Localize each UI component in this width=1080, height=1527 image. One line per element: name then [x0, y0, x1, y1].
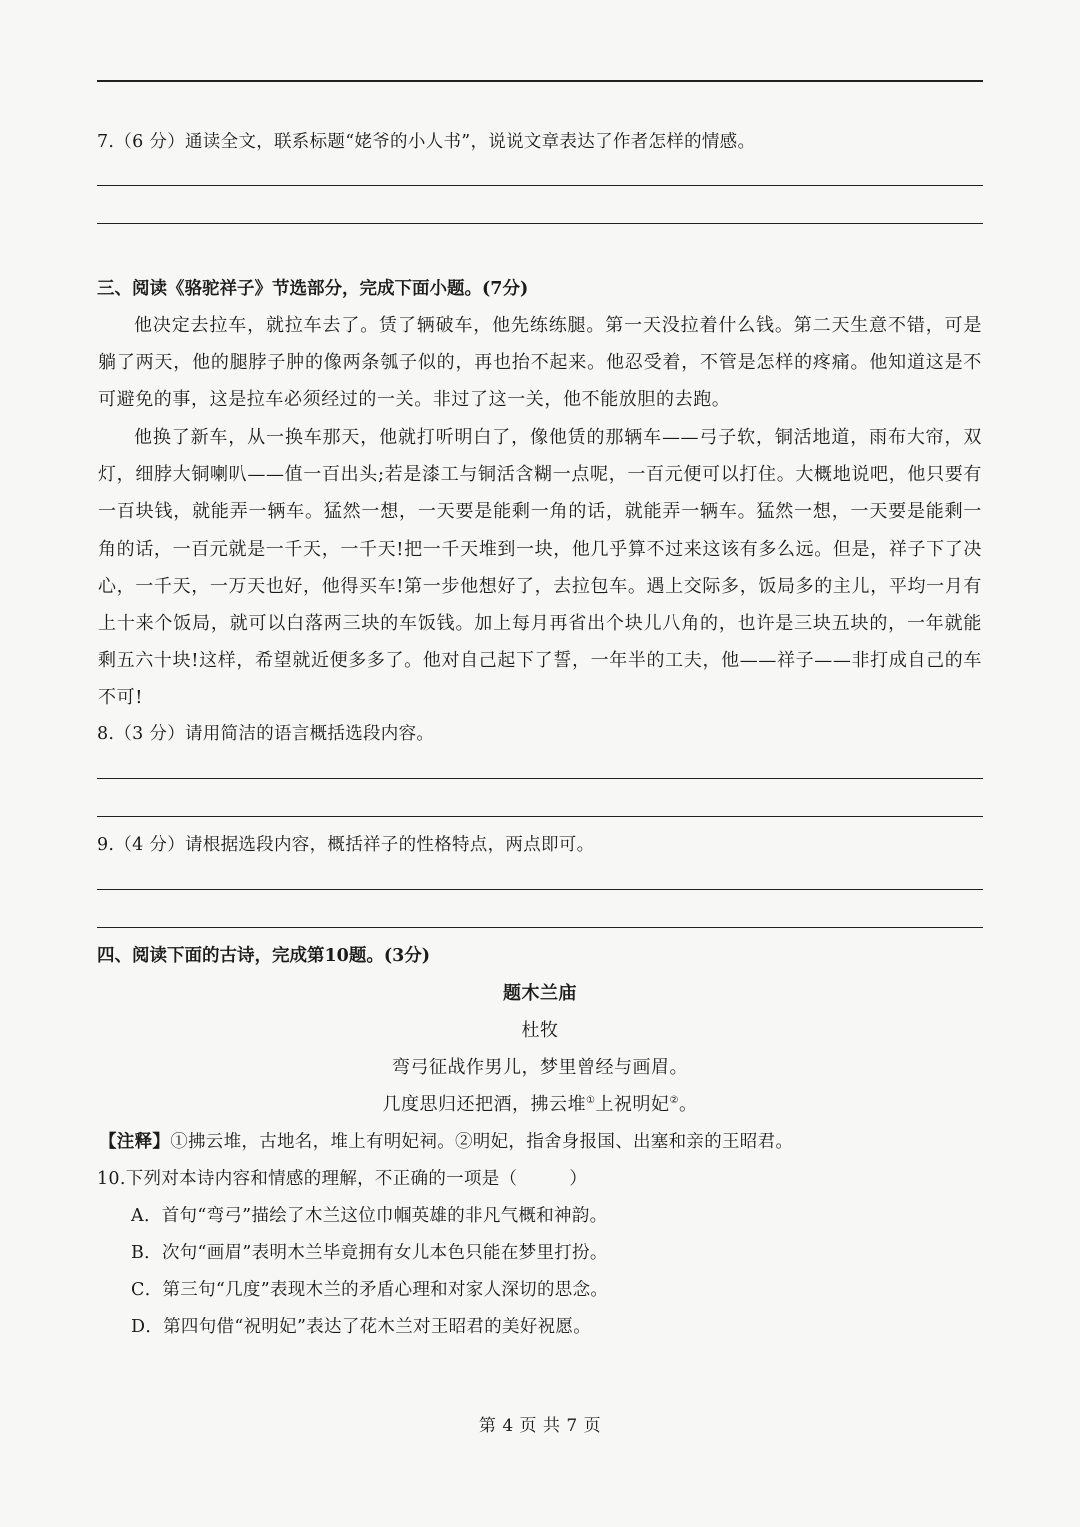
note-text: ①拂云堆，古地名，堆上有明妃祠。②明妃，指舍身报国、出塞和亲的王昭君。 [170, 1132, 794, 1152]
question-7: 7.（6 分）通读全文，联系标题“姥爷的小人书”，说说文章表达了作者怎样的情感。 [97, 132, 756, 152]
question-8: 8.（3 分）请用简洁的语言概括选段内容。 [97, 724, 435, 744]
option-d: D．第四句借“祝明妃”表达了花木兰对王昭君的美好祝愿。 [131, 1317, 592, 1337]
question-9: 9.（4 分）请根据选段内容，概括祥子的性格特点，两点即可。 [97, 835, 595, 855]
question-10: 10.下列对本诗内容和情感的理解，不正确的一项是（ ） [97, 1169, 588, 1189]
footnote-marker: ② [669, 1095, 679, 1106]
answer-line [97, 778, 983, 779]
passage-paragraph-1: 他决定去拉车，就拉车去了。赁了辆破车，他先练练腿。第一天没拉着什么钱。第二天生意不错，可是躺了两天，他的腿脖子肿的像两条瓠子似的，再也抬不起来。他忍受着，不管是怎样的疼痛。他知道这是不可避免的事，这是拉车必须经过的一关。非过了这一关，他不能放胆的去跑。 [98, 315, 982, 411]
passage-paragraph-2: 他换了新车，从一换车那天，他就打听明白了，像他赁的那辆车——弓子软，铜活地道，雨布大帘，双灯，细脖大铜喇叭——值一百出头;若是漆工与铜活含糊一点呢，一百元便可以打住。大概地说吧，他只要有一百块钱，就能弄一辆车。猛然一想，一天要是能剩一角的话，就能弄一辆车。猛然一想，一天要是能剩一角的话，一百元就是一千天，一千天!把一千天堆到一块，他几乎算不过来这该有多么远。但是，祥子下了决心，一千天，一万天也好，他得买车!第一步他想好了，去拉包车。遇上交际多，饭局多的主儿，平均一月有上十来个饭局，就可以白落两三块的车饭钱。加上每月再省出个块儿八角的，也许是三块五块的，一年就能剩五六十块!这样，希望就近便多多了。他对自己起下了誓，一年半的工夫，他——祥子——非打成自己的车不可! [98, 427, 982, 709]
answer-line [97, 889, 983, 890]
note-label: 【注释】 [99, 1132, 171, 1152]
option-b: B．次句“画眉”表明木兰毕竟拥有女儿本色只能在梦里打扮。 [131, 1243, 608, 1263]
section-3-heading: 三、阅读《骆驼祥子》节选部分，完成下面小题。(7分) [97, 279, 529, 299]
answer-line [97, 927, 983, 928]
option-c: C．第三句“几度”表现木兰的矛盾心理和对家人深切的思念。 [131, 1280, 609, 1300]
poem-line-2: 几度思归还把酒，拂云堆①上祝明妃②。 [382, 1094, 698, 1115]
section-4-heading: 四、阅读下面的古诗，完成第10题。(3分) [97, 946, 431, 966]
poem-note [99, 1130, 793, 1154]
page-number-footer: 第 4 页 共 7 页 [478, 1416, 602, 1436]
footnote-marker: ① [586, 1095, 596, 1106]
answer-line [97, 223, 983, 224]
poem-title: 题木兰庙 [503, 983, 577, 1004]
top-answer-line [97, 80, 983, 82]
poem-author: 杜牧 [521, 1020, 559, 1041]
answer-line [97, 185, 983, 186]
poem-line-1: 弯弓征战作男儿，梦里曾经与画眉。 [392, 1057, 688, 1078]
option-a: A．首句“弯弓”描绘了木兰这位巾帼英雄的非凡气概和神韵。 [131, 1206, 608, 1226]
answer-line [97, 816, 983, 817]
